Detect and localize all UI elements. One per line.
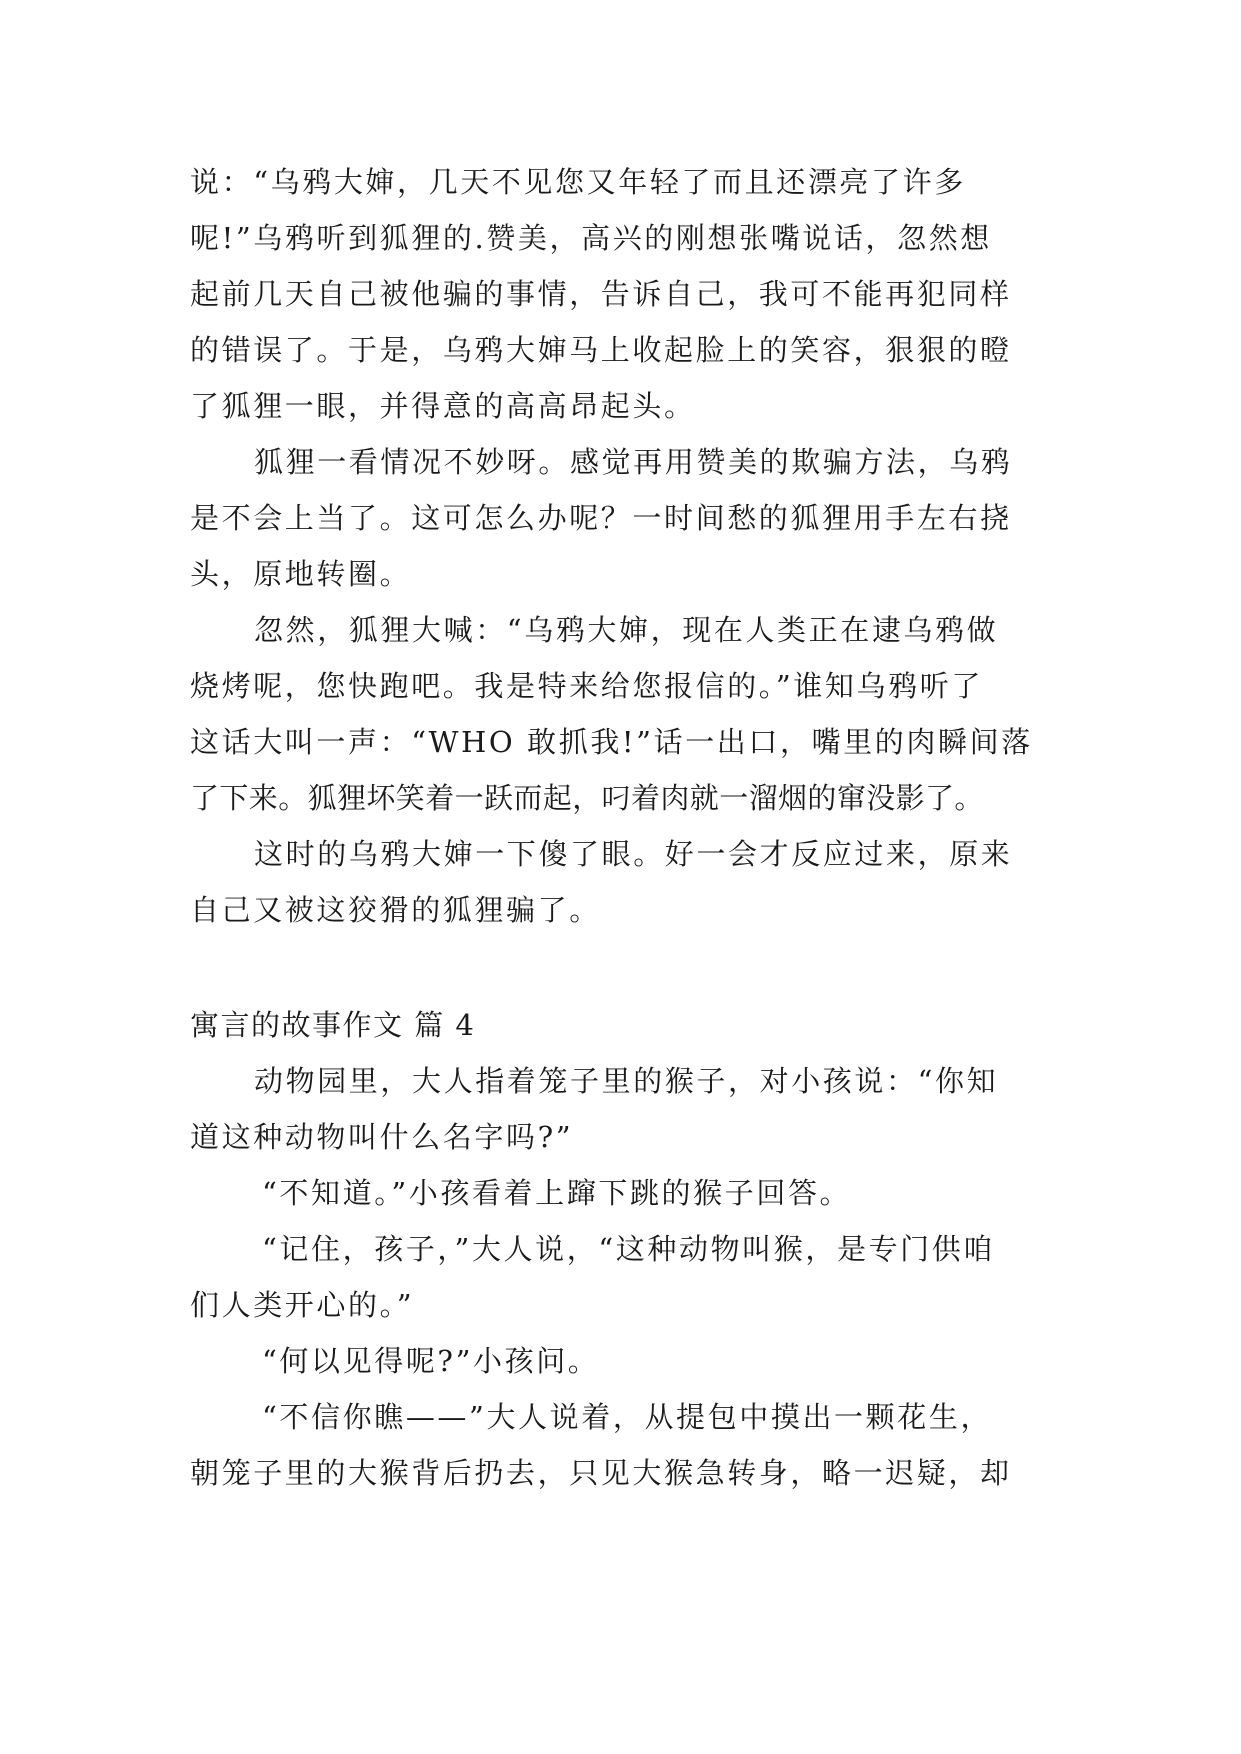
- text-line: 朝笼子里的大猴背后扔去，只见大猴急转身，略一迟疑，却: [190, 1456, 1012, 1490]
- text-line: 道这种动物叫什么名字吗?”: [190, 1120, 574, 1154]
- text-line: “何以见得呢?”小孩问。: [262, 1344, 600, 1378]
- text-line: “记住，孩子，”大人说，“这种动物叫猴，是专门供咱: [262, 1232, 995, 1266]
- text-line: 烧烤呢，您快跑吧。我是特来给您报信的。”谁知乌鸦听了: [190, 669, 983, 703]
- text-line: 了下来。狐狸坏笑着一跃而起，叼着肉就一溜烟的窜没影了。: [190, 781, 984, 815]
- text-line: 的错误了。于是，乌鸦大婶马上收起脸上的笑容，狠狠的瞪: [190, 333, 1012, 367]
- text-line: 动物园里，大人指着笼子里的猴子，对小孩说：“你知: [254, 1064, 999, 1098]
- text-line: “不知道。”小孩看着上蹿下跳的猴子回答。: [262, 1176, 852, 1210]
- text-line: 呢!”乌鸦听到狐狸的.赞美，高兴的刚想张嘴说话，忽然想: [190, 221, 992, 255]
- text-line: 说：“乌鸦大婶，几天不见您又年轻了而且还漂亮了许多: [190, 165, 966, 199]
- text-line: 狐狸一看情况不妙呀。感觉再用赞美的欺骗方法，乌鸦: [254, 445, 1013, 479]
- text-line: 了狐狸一眼，并得意的高高昂起头。: [190, 389, 696, 423]
- text-line: 这话大叫一声：“WHO 敢抓我!”话一出口，嘴里的肉瞬间落: [190, 725, 1033, 759]
- text-line: 们人类开心的。”: [190, 1288, 415, 1322]
- text-line: “不信你瞧——”大人说着，从提包中摸出一颗花生，: [262, 1400, 993, 1434]
- text-line: 自己又被这狡猾的狐狸骗了。: [190, 893, 601, 927]
- section-heading: 寓言的故事作文 篇 4: [190, 1008, 476, 1042]
- text-line: 起前几天自己被他骗的事情，告诉自己，我可不能再犯同样: [190, 277, 1012, 311]
- text-line: 这时的乌鸦大婶一下傻了眼。好一会才反应过来，原来: [254, 837, 1013, 871]
- text-line: 忽然，狐狸大喊：“乌鸦大婶，现在人类正在逮乌鸦做: [254, 613, 999, 647]
- text-line: 头，原地转圈。: [190, 557, 412, 591]
- text-line: 是不会上当了。这可怎么办呢？一时间愁的狐狸用手左右挠: [190, 501, 1012, 535]
